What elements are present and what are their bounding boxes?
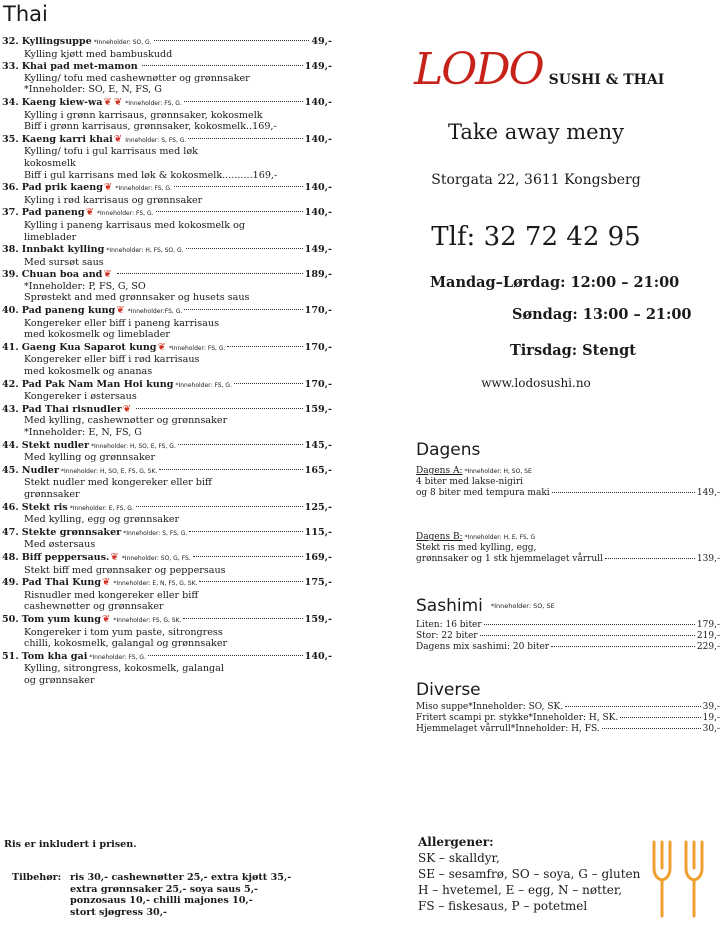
item-number: 33. (2, 61, 19, 73)
dagens-b-label: Dagens B: (416, 532, 463, 542)
item-name: Kyllingsuppe (21, 36, 92, 47)
item-number: 35. (2, 133, 19, 145)
menu-item (2, 134, 332, 181)
sashimi-list (416, 620, 720, 653)
item-description: Kylling kjøtt med bambuskudd (24, 48, 173, 60)
item-name: Kaeng kiew-wa (21, 96, 103, 108)
item-price: 115,- (304, 526, 332, 538)
item-price: 159,- (304, 613, 332, 625)
item-number: 32. (2, 36, 19, 47)
hours-weekdays: Mandag–Lørdag: 12:00 – 21:00 (430, 274, 680, 291)
menu-item (2, 379, 332, 403)
address: Storgata 22, 3611 Kongsberg (431, 172, 641, 188)
allergens-line: SE – sesamfrø, SO – soya, G – gluten (418, 867, 641, 881)
item-name: Pad paneng (21, 207, 85, 219)
item-price: 149,- (304, 244, 332, 256)
item-number: 39. (2, 269, 19, 281)
item-description: *Inneholder: SO, E, N, FS, G (24, 84, 162, 96)
item-allergens: *Inneholder: H, SO, E, FS, G. (91, 442, 176, 450)
item-number: 34. (2, 96, 19, 108)
menu-item (2, 244, 332, 268)
extras-block (12, 872, 291, 918)
item-description: Kongereker eller biff i rød karrisaus (24, 354, 200, 366)
item-price: 140,- (304, 650, 332, 662)
item-number: 45. (2, 464, 19, 476)
dagens-a-label: Dagens A: (416, 466, 463, 476)
item-name: Biff peppersaus. (21, 551, 110, 563)
item-description: Med østersaus (24, 539, 96, 551)
item-allergens: *Inneholder: FS, G. (97, 210, 154, 218)
item-description: kokosmelk (24, 157, 76, 169)
diverse-row (416, 713, 720, 724)
item-description: Kylling/ tofu i gul karrisaus med løk (24, 146, 198, 158)
item-description: Kongereker eller biff i paneng karrisaus (24, 317, 219, 329)
item-description: limeblader (24, 231, 77, 243)
chili-icon: ❦ (103, 96, 112, 108)
item-name: Chuan boa and (21, 269, 103, 281)
item-price: 140,- (304, 96, 332, 108)
item-price: 189,- (304, 269, 332, 281)
item-description: Stekt nudler med kongereker eller biff (24, 477, 212, 489)
item-name: Kaeng karri khai (21, 133, 113, 145)
hours-sunday: Søndag: 13:00 – 21:00 (512, 306, 692, 323)
extras-line: stort sjøgress 30,- (70, 906, 168, 918)
menu-item (2, 342, 332, 378)
item-description: *Inneholder: P, FS, G, SO (24, 280, 146, 292)
item-allergens: *Inneholder: FS, G. (115, 185, 172, 193)
chili-icon: ❦ (157, 341, 166, 353)
item-description: Kongereker i tom yum paste, sitrongress (24, 626, 223, 638)
item-name: Gaeng Kua Saparot kung (21, 341, 157, 353)
diverse-row (416, 724, 720, 735)
item-description: med kokosmelk og ananas (24, 366, 153, 378)
menu-item (2, 577, 332, 613)
dagens-b-last: grønnsaker og 1 stk hjemmelaget vårrull (416, 554, 603, 564)
item-name: Nudler (21, 464, 59, 476)
chili-icon: ❦ (85, 207, 95, 219)
allergens-title: Allergener: (418, 835, 494, 849)
section-title-thai: Thai (3, 2, 48, 26)
item-allergens: *Inneholder: E, FS, G. (69, 504, 134, 512)
item-description: Risnudler med kongereker eller biff (24, 589, 199, 601)
item-name: Pad paneng kung (21, 305, 116, 317)
item-number: 43. (2, 403, 19, 415)
item-price: 175,- (304, 577, 332, 589)
item-description: og grønnsaker (24, 674, 95, 686)
sashimi-allergens: *Inneholder: SO, SE (490, 602, 555, 610)
allergens-line: H – hvetemel, E – egg, N – nøtter, (418, 883, 623, 897)
item-allergens: *Inneholder: FS, G. (89, 653, 146, 661)
item-description: Med kylling og grønnsaker (24, 452, 156, 464)
diverse-title: Diverse (416, 680, 481, 700)
menu-item (2, 527, 332, 551)
chili-icon: ❦ (101, 613, 111, 625)
item-description: Biff i grønn karrisaus, grønnsaker, kokosmelk..169,- (24, 121, 277, 133)
item-allergens: *Inneholder: SO, G, FS. (121, 554, 191, 562)
chili-icon: ❦ (116, 305, 125, 317)
dagens-a-line: 4 biter med lakse-nigiri (416, 477, 523, 487)
item-number: 51. (2, 650, 19, 662)
diverse-list (416, 702, 720, 735)
item-description: Kylling i paneng karrisaus med kokosmelk og (24, 219, 246, 231)
item-price: 149,- (304, 61, 332, 73)
sashimi-label: Liten: 16 biter (416, 620, 482, 630)
menu-item (2, 182, 332, 206)
item-price: 145,- (304, 439, 332, 451)
menu-item (2, 207, 332, 243)
chili-icon: ❦ (102, 577, 111, 589)
dagens-a-allergens: *Inneholder: H, SO, SE (464, 468, 532, 475)
website-link[interactable]: www.lodosushi.no (481, 376, 591, 390)
item-name: Tom kha gai (21, 650, 88, 662)
dagens-a-last: og 8 biter med tempura maki (416, 488, 550, 498)
item-description: grønnsaker (24, 488, 80, 500)
item-description: chilli, kokosmelk, galangal og grønnsaker (24, 638, 228, 650)
logo-subtitle: SUSHI & THAI (548, 72, 665, 88)
item-description: Med kylling, egg og grønnsaker (24, 514, 180, 526)
item-description: Sprøstekt and med grønnsaker og husets saus (24, 292, 250, 304)
menu-item (2, 61, 332, 96)
item-number: 48. (2, 551, 19, 563)
item-price: 125,- (304, 501, 332, 513)
item-number: 49. (2, 577, 19, 589)
item-price: 170,- (304, 341, 332, 353)
item-allergens: *Inneholder: FS, G, SK. (113, 616, 182, 624)
sashimi-title: Sashimi *Inneholder: SO, SE (416, 596, 555, 616)
item-price: 170,- (304, 378, 332, 390)
dagens-a (416, 466, 720, 499)
item-price: 169,- (304, 551, 332, 563)
item-number: 41. (2, 341, 19, 353)
item-description: Kylling, sitrongress, kokosmelk, galangal (24, 663, 224, 675)
item-number: 50. (2, 613, 19, 625)
item-allergens: *Inneholder: FS, G. (125, 99, 182, 107)
item-description: Kylling/ tofu med cashewnøtter og grønnsaker (24, 72, 250, 84)
sashimi-row (416, 620, 720, 631)
diverse-price: 39,- (702, 702, 720, 712)
item-description: cashewnøtter og grønnsaker (24, 601, 164, 613)
fork-knife-icon (646, 838, 712, 920)
item-price: 170,- (304, 305, 332, 317)
allergens-line: SK – skalldyr, (418, 851, 500, 865)
item-allergens: *Inneholder: H, FS, SO, G. (106, 247, 184, 255)
item-name: Innbakt kylling (21, 244, 105, 256)
item-description: Stekt biff med grønnsaker og peppersaus (24, 564, 226, 576)
diverse-price: 30,- (702, 724, 720, 734)
menu-item (2, 651, 332, 687)
item-number: 44. (2, 439, 19, 451)
menu-item (2, 269, 332, 304)
item-number: 47. (2, 526, 19, 538)
menu-item (2, 614, 332, 650)
item-price: 140,- (304, 133, 332, 145)
item-allergens: *Inneholder: E, N, FS, G, SK. (113, 580, 198, 588)
sashimi-label: Stor: 22 biter (416, 631, 478, 641)
item-description: Kylling i grønn karrisaus, grønnsaker, kokosmelk (24, 109, 263, 121)
item-description: Biff i gul karrisans med løk & kokosmelk..........169,- (24, 169, 278, 181)
item-allergens: *Inneholder: FS, G. (175, 381, 232, 389)
item-number: 38. (2, 244, 19, 256)
item-name: Tom yum kung (21, 613, 101, 625)
menu-item (2, 404, 332, 439)
lodo-logo (414, 44, 665, 95)
phone-number: Tlf: 32 72 42 95 (431, 222, 641, 252)
rice-note: Ris er inkludert i prisen. (4, 839, 137, 850)
diverse-label: Hjemmelaget vårrull*Inneholder: H, FS. (416, 724, 600, 734)
sashimi-row (416, 631, 720, 642)
chili-icon: ❦ (103, 269, 112, 281)
diverse-row (416, 702, 720, 713)
item-number: 36. (2, 182, 19, 194)
diverse-price: 19,- (702, 713, 720, 723)
dagens-b (416, 532, 720, 565)
menu-item (2, 552, 332, 576)
info-column (352, 0, 720, 932)
menu-item (2, 440, 332, 464)
diverse-label: Fritert scampi pr. stykke*Inneholder: H, SK. (416, 713, 619, 723)
logo-text: LODO (414, 44, 543, 95)
item-name: Pad Thai Kung (21, 577, 102, 589)
dagens-b-line: Stekt ris med kylling, egg, (416, 543, 537, 553)
item-name: Pad Thai risnudler (21, 403, 122, 415)
hours-tuesday: Tirsdag: Stengt (510, 342, 636, 359)
menu-item (2, 465, 332, 501)
item-name: Stekt ris (21, 501, 68, 513)
sashimi-price: 229,- (696, 642, 720, 652)
item-allergens: *Inneholder: H, SO, E, FS, G, SK. (60, 467, 158, 475)
menu-item (2, 97, 332, 133)
extras-line: ponzosaus 10,- chilli majones 10,- (70, 895, 253, 907)
takeaway-heading: Take away meny (447, 120, 624, 144)
dagens-b-price: 139,- (696, 554, 720, 564)
sashimi-price: 219,- (696, 631, 720, 641)
item-name: Pad Pak Nam Man Hoi kung (21, 378, 174, 390)
chili-icon: ❦ (113, 96, 123, 108)
item-number: 46. (2, 501, 19, 513)
item-allergens: *Inneholder: SO, G. (93, 39, 152, 46)
allergens-line: FS – fiskesaus, P – potetmel (418, 899, 588, 913)
item-name: Khai pad met-mamon (21, 61, 138, 73)
sashimi-row (416, 642, 720, 653)
sashimi-label: Dagens mix sashimi: 20 biter (416, 642, 550, 652)
chili-icon: ❦ (122, 403, 132, 415)
allergens-legend (418, 834, 640, 914)
item-allergens: *Inneholder:FS, G. (127, 308, 183, 316)
extras-line: extra grønnsaker 25,- soya saus 5,- (70, 883, 259, 895)
item-number: 37. (2, 207, 19, 219)
chili-icon: ❦ (113, 133, 123, 145)
item-description: *Inneholder: E, N, FS, G (24, 427, 142, 438)
item-description: Med kylling, cashewnøtter og grønnsaker (24, 415, 228, 427)
item-description: Med sursøt saus (24, 256, 104, 268)
dagens-b-allergens: *Inneholder: H, E, FS, G (464, 534, 536, 541)
thai-column (0, 0, 336, 932)
sashimi-price: 179,- (696, 620, 720, 630)
item-description: Kyling i rød karrisaus og grønnsaker (24, 194, 203, 206)
item-price: 159,- (304, 403, 332, 415)
diverse-label: Miso suppe*Inneholder: SO, SK. (416, 702, 564, 712)
item-name: Stekt nudler (21, 439, 90, 451)
menu-item (2, 36, 332, 60)
extras-label: Tilbehør: (12, 872, 62, 883)
extras-line: ris 30,- cashewnøtter 25,- extra kjøtt 35,- (70, 872, 292, 883)
item-allergens: Inneholder: S, FS, G. (125, 136, 187, 144)
item-name: Pad prik kaeng (21, 182, 103, 194)
item-description: med kokosmelk og limeblader (24, 329, 170, 341)
thai-menu-list (2, 36, 332, 687)
item-price: 140,- (304, 207, 332, 219)
item-price: 165,- (304, 464, 332, 476)
item-number: 42. (2, 378, 19, 390)
dagens-title: Dagens (416, 440, 481, 460)
chili-icon: ❦ (103, 182, 113, 194)
dagens-a-price: 149,- (696, 488, 720, 498)
menu-item (2, 502, 332, 526)
item-price: 140,- (304, 182, 332, 194)
item-number: 40. (2, 305, 19, 317)
menu-item (2, 305, 332, 341)
item-description: Kongereker i østersaus (24, 391, 137, 403)
chili-icon: ❦ (110, 551, 119, 563)
item-allergens: *Inneholder: FS, G. (168, 344, 226, 352)
item-name: Stekte grønnsaker (21, 526, 122, 538)
item-price: 49,- (311, 36, 332, 47)
item-allergens: *Inneholder: S, FS, G. (123, 529, 188, 537)
